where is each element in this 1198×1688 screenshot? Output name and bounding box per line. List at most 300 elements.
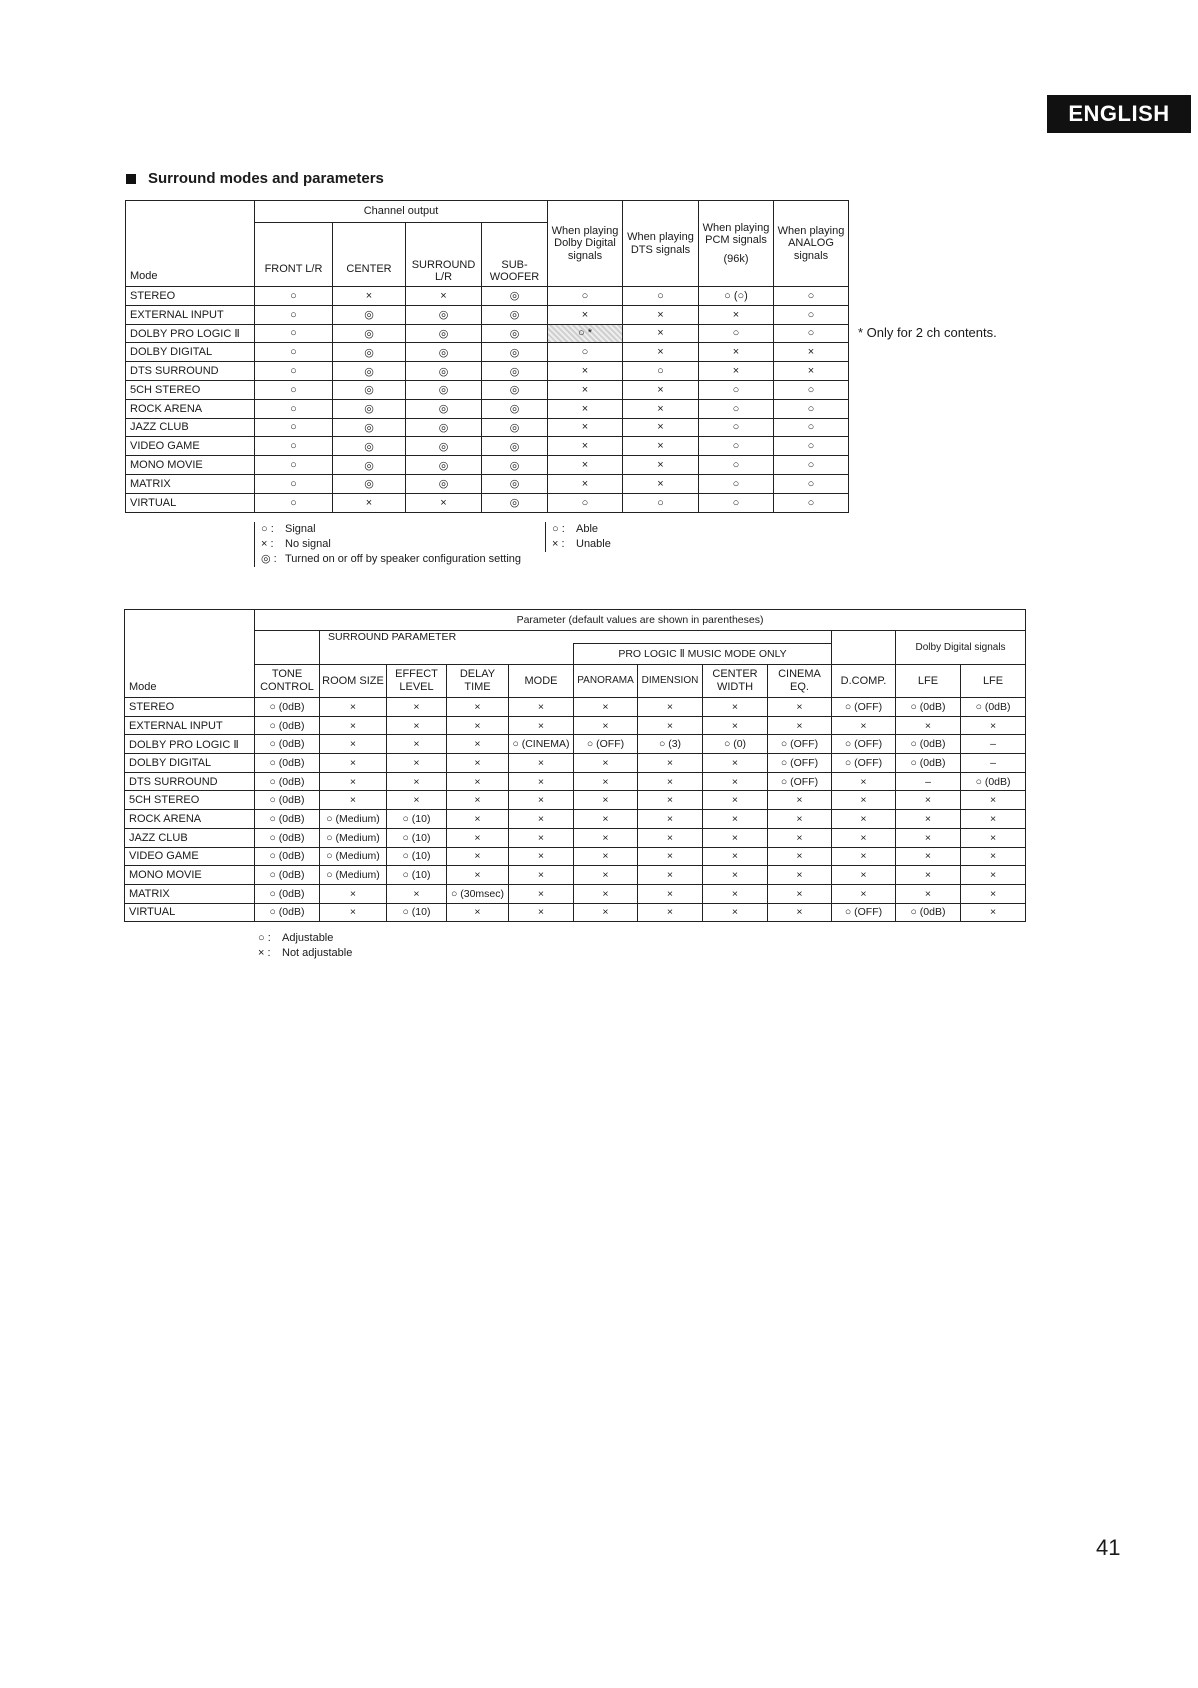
value-cell: ×	[320, 716, 387, 735]
section-title	[126, 170, 384, 187]
value-cell: ×	[961, 791, 1026, 810]
mode-cell: MONO MOVIE	[125, 866, 255, 885]
value-cell: ×	[832, 847, 896, 866]
value-cell: ○	[699, 380, 774, 399]
value-cell: ×	[387, 772, 447, 791]
value-cell: ○ (0dB)	[896, 754, 961, 773]
value-cell: ×	[768, 828, 832, 847]
mode-cell: VIRTUAL	[125, 903, 255, 922]
value-cell: ×	[447, 754, 509, 773]
value-cell: ×	[548, 305, 623, 324]
value-cell: ×	[623, 437, 699, 456]
param-col-header: CENTER WIDTH	[703, 665, 768, 698]
value-cell: ○	[255, 456, 333, 475]
value-cell: ×	[703, 791, 768, 810]
value-cell: ○ (OFF)	[768, 735, 832, 754]
value-cell: ×	[387, 716, 447, 735]
value-cell: ◎	[406, 418, 482, 437]
value-cell: ◎	[333, 474, 406, 493]
value-cell: ×	[896, 810, 961, 829]
value-cell: ○	[255, 324, 333, 343]
legend-text: Not adjustable	[282, 947, 353, 959]
param-col-header: ROOM SIZE	[320, 665, 387, 698]
value-cell: ×	[832, 884, 896, 903]
value-cell: ○ (Medium)	[320, 847, 387, 866]
value-cell: ◎	[333, 362, 406, 381]
value-cell: ○	[255, 474, 333, 493]
legend-item	[261, 522, 551, 537]
value-cell: ◎	[406, 474, 482, 493]
mode-cell: MATRIX	[125, 884, 255, 903]
param-col-header: LFE	[961, 665, 1026, 698]
value-cell: ×	[509, 866, 574, 885]
value-cell: ○	[255, 380, 333, 399]
legend-symbol: ○ :	[258, 932, 271, 944]
value-cell: ×	[961, 847, 1026, 866]
value-cell: ◎	[406, 380, 482, 399]
table-row	[125, 847, 1026, 866]
value-cell: ×	[774, 343, 849, 362]
value-cell: ◎	[406, 362, 482, 381]
value-cell: ×	[896, 884, 961, 903]
value-cell: ×	[699, 362, 774, 381]
value-cell: ◎	[482, 343, 548, 362]
value-cell: ○ *	[548, 324, 623, 343]
value-cell: ×	[703, 903, 768, 922]
mode-cell: DTS SURROUND	[126, 362, 255, 381]
table-row	[126, 474, 849, 493]
value-cell: ○	[255, 362, 333, 381]
value-cell: ×	[961, 903, 1026, 922]
value-cell: ○	[255, 343, 333, 362]
table-row	[125, 716, 1026, 735]
table-row	[125, 810, 1026, 829]
mode-cell: JAZZ CLUB	[125, 828, 255, 847]
value-cell: ○	[255, 287, 333, 306]
value-cell: ○ (10)	[387, 903, 447, 922]
channel-col-header: FRONT L/R	[255, 223, 333, 287]
value-cell: ×	[320, 698, 387, 717]
value-cell: ×	[703, 884, 768, 903]
value-cell: ○ (0dB)	[961, 772, 1026, 791]
value-cell: ×	[638, 847, 703, 866]
value-cell: ×	[768, 866, 832, 885]
value-cell: ◎	[482, 418, 548, 437]
value-cell: ○	[699, 437, 774, 456]
legend-symbol: ◎ :	[261, 553, 277, 565]
value-cell: ×	[447, 735, 509, 754]
legend-text: Unable	[576, 538, 611, 550]
legend-symbol: ○ :	[552, 523, 565, 535]
value-cell: ×	[623, 418, 699, 437]
value-cell: ×	[447, 847, 509, 866]
value-cell: ○ (10)	[387, 810, 447, 829]
value-cell: ×	[320, 884, 387, 903]
value-cell: ◎	[482, 305, 548, 324]
param-col-header: CINEMA EQ.	[768, 665, 832, 698]
table-row	[126, 399, 849, 418]
table-row	[126, 343, 849, 362]
param-col-header: DELAY TIME	[447, 665, 509, 698]
value-cell: ×	[768, 716, 832, 735]
mode-cell: 5CH STEREO	[125, 791, 255, 810]
value-cell: ×	[896, 866, 961, 885]
table-row	[126, 362, 849, 381]
cinema-spacer	[832, 631, 896, 665]
param-col-header: LFE	[896, 665, 961, 698]
value-cell: ×	[320, 754, 387, 773]
value-cell: ×	[406, 493, 482, 512]
value-cell: ×	[961, 828, 1026, 847]
value-cell: ○ (0)	[703, 735, 768, 754]
value-cell: ○	[774, 418, 849, 437]
param-header: Parameter (default values are shown in parentheses)	[255, 610, 1026, 631]
param-col-header: PANORAMA	[574, 665, 638, 698]
table-row	[126, 380, 849, 399]
dts-header: When playing DTS signals	[623, 201, 699, 287]
mode-cell: DTS SURROUND	[125, 772, 255, 791]
value-cell: ×	[832, 791, 896, 810]
value-cell: ○ (0dB)	[255, 772, 320, 791]
legend-item	[258, 931, 352, 946]
value-cell: ◎	[333, 399, 406, 418]
value-cell: ×	[703, 772, 768, 791]
value-cell: ×	[574, 828, 638, 847]
legend-signal	[254, 522, 551, 567]
value-cell: ×	[387, 698, 447, 717]
mode-cell: MONO MOVIE	[126, 456, 255, 475]
value-cell: ○	[774, 380, 849, 399]
value-cell: ×	[961, 884, 1026, 903]
value-cell: ○	[255, 399, 333, 418]
value-cell: ○	[774, 474, 849, 493]
value-cell: ×	[509, 698, 574, 717]
value-cell: ×	[574, 772, 638, 791]
analog-header: When playing ANALOG signals	[774, 201, 849, 287]
mode-cell: DOLBY DIGITAL	[125, 754, 255, 773]
pcm-header-text: When playing PCM signals	[702, 221, 770, 247]
value-cell: ×	[447, 866, 509, 885]
value-cell: ◎	[406, 456, 482, 475]
value-cell: ○	[548, 493, 623, 512]
value-cell: ×	[387, 754, 447, 773]
value-cell: ×	[623, 343, 699, 362]
value-cell: ○ (OFF)	[832, 698, 896, 717]
value-cell: ×	[638, 698, 703, 717]
value-cell: ◎	[482, 362, 548, 381]
value-cell: ×	[768, 791, 832, 810]
dolby-signals-header: Dolby Digital signals	[896, 631, 1026, 665]
mode-cell: DOLBY DIGITAL	[126, 343, 255, 362]
table-row	[125, 735, 1026, 754]
channel-output-header: Channel output	[255, 201, 548, 223]
value-cell: ×	[509, 791, 574, 810]
channel-col-header: SURROUND L/R	[406, 223, 482, 287]
value-cell: ◎	[333, 343, 406, 362]
value-cell: ○	[623, 493, 699, 512]
value-cell: ◎	[482, 380, 548, 399]
value-cell: ×	[896, 716, 961, 735]
legend-item	[552, 522, 611, 537]
table-row	[125, 772, 1026, 791]
language-tab: ENGLISH	[1047, 95, 1191, 133]
channel-col-header: SUB-WOOFER	[482, 223, 548, 287]
value-cell: ×	[768, 847, 832, 866]
value-cell: ◎	[333, 437, 406, 456]
value-cell: ○ (Medium)	[320, 828, 387, 847]
value-cell: ×	[574, 884, 638, 903]
mode-cell: STEREO	[126, 287, 255, 306]
value-cell: ○ (0dB)	[255, 791, 320, 810]
legend-able	[545, 522, 611, 552]
param-col-header: TONE CONTROL	[255, 665, 320, 698]
value-cell: ○	[774, 399, 849, 418]
value-cell: ×	[548, 456, 623, 475]
value-cell: ○ (0dB)	[255, 903, 320, 922]
mode-cell: VIDEO GAME	[126, 437, 255, 456]
value-cell: ×	[699, 343, 774, 362]
value-cell: ×	[832, 828, 896, 847]
value-cell: ◎	[482, 324, 548, 343]
table-row	[125, 698, 1026, 717]
param-col-header: EFFECT LEVEL	[387, 665, 447, 698]
value-cell: ×	[387, 884, 447, 903]
value-cell: ×	[447, 828, 509, 847]
value-cell: ×	[548, 362, 623, 381]
value-cell: ○ (0dB)	[896, 735, 961, 754]
value-cell: ○ (OFF)	[832, 903, 896, 922]
value-cell: ○ (Medium)	[320, 866, 387, 885]
mode-cell: DOLBY PRO LOGIC Ⅱ	[125, 735, 255, 754]
value-cell: ◎	[333, 418, 406, 437]
value-cell: ○	[255, 493, 333, 512]
value-cell: ○ (10)	[387, 828, 447, 847]
value-cell: ○ (OFF)	[832, 735, 896, 754]
value-cell: ×	[832, 810, 896, 829]
value-cell: ×	[638, 791, 703, 810]
value-cell: ×	[768, 698, 832, 717]
value-cell: ×	[703, 828, 768, 847]
value-cell: ○ (OFF)	[768, 772, 832, 791]
value-cell: ×	[548, 418, 623, 437]
value-cell: ○ (0dB)	[255, 866, 320, 885]
legend-symbol: ○ :	[261, 523, 274, 535]
channel-col-header: CENTER	[333, 223, 406, 287]
value-cell: ○	[699, 399, 774, 418]
mode-cell: VIRTUAL	[126, 493, 255, 512]
value-cell: ○	[774, 437, 849, 456]
mode-cell: EXTERNAL INPUT	[125, 716, 255, 735]
value-cell: ×	[703, 810, 768, 829]
value-cell: ○ (10)	[387, 866, 447, 885]
value-cell: ◎	[333, 305, 406, 324]
value-cell: ×	[333, 493, 406, 512]
value-cell: ×	[832, 772, 896, 791]
legend-symbol: × :	[261, 538, 274, 550]
value-cell: ◎	[406, 343, 482, 362]
value-cell: ○	[699, 456, 774, 475]
table-row	[126, 324, 849, 343]
legend-text: Signal	[285, 523, 316, 535]
mode-cell: ROCK ARENA	[126, 399, 255, 418]
value-cell: ×	[447, 716, 509, 735]
value-cell: ×	[447, 903, 509, 922]
section-title-text: Surround modes and parameters	[148, 170, 384, 187]
value-cell: ×	[961, 866, 1026, 885]
value-cell: ×	[548, 380, 623, 399]
value-cell: ○	[699, 493, 774, 512]
value-cell: ×	[320, 772, 387, 791]
footnote: * Only for 2 ch contents.	[858, 325, 997, 340]
value-cell: ×	[387, 735, 447, 754]
table-row	[125, 866, 1026, 885]
table-row	[126, 437, 849, 456]
value-cell: ○	[774, 305, 849, 324]
value-cell: ×	[509, 754, 574, 773]
value-cell: ×	[638, 884, 703, 903]
value-cell: ×	[509, 903, 574, 922]
value-cell: ×	[638, 754, 703, 773]
value-cell: ×	[406, 287, 482, 306]
value-cell: ×	[703, 698, 768, 717]
dolby-header: When playing Dolby Digital signals	[548, 201, 623, 287]
mode-header: Mode	[125, 610, 255, 698]
value-cell: ×	[548, 399, 623, 418]
value-cell: ○ (OFF)	[832, 754, 896, 773]
value-cell: ×	[509, 884, 574, 903]
value-cell: ×	[509, 772, 574, 791]
value-cell: ×	[638, 828, 703, 847]
value-cell: ×	[320, 791, 387, 810]
plii-music-header: PRO LOGIC Ⅱ MUSIC MODE ONLY	[574, 644, 832, 665]
value-cell: ◎	[482, 493, 548, 512]
param-col-header: DIMENSION	[638, 665, 703, 698]
value-cell: ×	[768, 810, 832, 829]
legend-item	[552, 537, 611, 552]
value-cell: ◎	[333, 324, 406, 343]
value-cell: ◎	[482, 437, 548, 456]
value-cell: ×	[961, 810, 1026, 829]
value-cell: ×	[548, 474, 623, 493]
value-cell: ◎	[333, 456, 406, 475]
value-cell: ○	[255, 305, 333, 324]
value-cell: ◎	[482, 287, 548, 306]
value-cell: ×	[574, 754, 638, 773]
value-cell: ×	[333, 287, 406, 306]
value-cell: ◎	[482, 399, 548, 418]
value-cell: ×	[638, 810, 703, 829]
value-cell: ×	[574, 866, 638, 885]
value-cell: ○	[548, 287, 623, 306]
legend-item	[258, 946, 352, 961]
table-row	[126, 456, 849, 475]
value-cell: ○ (0dB)	[255, 735, 320, 754]
value-cell: ×	[447, 698, 509, 717]
value-cell: ×	[896, 847, 961, 866]
value-cell: ○ (0dB)	[255, 698, 320, 717]
value-cell: ×	[832, 866, 896, 885]
mode-cell: JAZZ CLUB	[126, 418, 255, 437]
value-cell: –	[961, 735, 1026, 754]
value-cell: ×	[703, 847, 768, 866]
value-cell: ×	[320, 903, 387, 922]
value-cell: ○	[699, 324, 774, 343]
value-cell: ×	[387, 791, 447, 810]
value-cell: ×	[768, 903, 832, 922]
legend-text: Turned on or off by speaker configuration setting	[285, 553, 522, 565]
value-cell: ○	[774, 324, 849, 343]
legend-text: No signal	[285, 538, 331, 550]
value-cell: ×	[774, 362, 849, 381]
value-cell: ○ (0dB)	[896, 903, 961, 922]
mode-cell: VIDEO GAME	[125, 847, 255, 866]
value-cell: ×	[638, 716, 703, 735]
value-cell: ×	[896, 791, 961, 810]
value-cell: ×	[574, 698, 638, 717]
value-cell: ×	[548, 437, 623, 456]
value-cell: ○ (0dB)	[255, 754, 320, 773]
table-row	[126, 493, 849, 512]
value-cell: ×	[623, 380, 699, 399]
value-cell: ○ (10)	[387, 847, 447, 866]
value-cell: ×	[638, 772, 703, 791]
value-cell: ○ (OFF)	[574, 735, 638, 754]
value-cell: ×	[447, 810, 509, 829]
value-cell: ×	[623, 305, 699, 324]
value-cell: ×	[703, 716, 768, 735]
value-cell: ×	[574, 791, 638, 810]
legend-symbol: × :	[552, 538, 565, 550]
value-cell: ×	[574, 716, 638, 735]
value-cell: ×	[509, 810, 574, 829]
value-cell: ×	[638, 903, 703, 922]
table-row	[126, 418, 849, 437]
table-row	[126, 287, 849, 306]
value-cell: ×	[447, 772, 509, 791]
value-cell: ○	[255, 418, 333, 437]
value-cell: ○ (0dB)	[896, 698, 961, 717]
legend-text: Adjustable	[282, 932, 334, 944]
value-cell: ◎	[406, 305, 482, 324]
mode-cell: MATRIX	[126, 474, 255, 493]
value-cell: ×	[447, 791, 509, 810]
legend-item	[261, 552, 551, 567]
value-cell: ○	[699, 474, 774, 493]
mode-cell: EXTERNAL INPUT	[126, 305, 255, 324]
value-cell: –	[961, 754, 1026, 773]
mode-header: Mode	[126, 201, 255, 287]
value-cell: ×	[574, 903, 638, 922]
value-cell: ○ (0dB)	[255, 716, 320, 735]
legend-item	[261, 537, 551, 552]
param-col-header: MODE	[509, 665, 574, 698]
mode-cell: DOLBY PRO LOGIC Ⅱ	[126, 324, 255, 343]
value-cell: ×	[623, 399, 699, 418]
surround-param-header: SURROUND PARAMETER	[320, 631, 832, 644]
value-cell: ×	[768, 884, 832, 903]
value-cell: ×	[638, 866, 703, 885]
table-row	[126, 305, 849, 324]
value-cell: ○ (0dB)	[961, 698, 1026, 717]
value-cell: ×	[703, 754, 768, 773]
value-cell: ×	[896, 828, 961, 847]
value-cell: ×	[509, 828, 574, 847]
value-cell: ○	[623, 362, 699, 381]
value-cell: ○ (0dB)	[255, 828, 320, 847]
tone-spacer	[255, 631, 320, 665]
value-cell: ○	[774, 456, 849, 475]
value-cell: ○ (CINEMA)	[509, 735, 574, 754]
